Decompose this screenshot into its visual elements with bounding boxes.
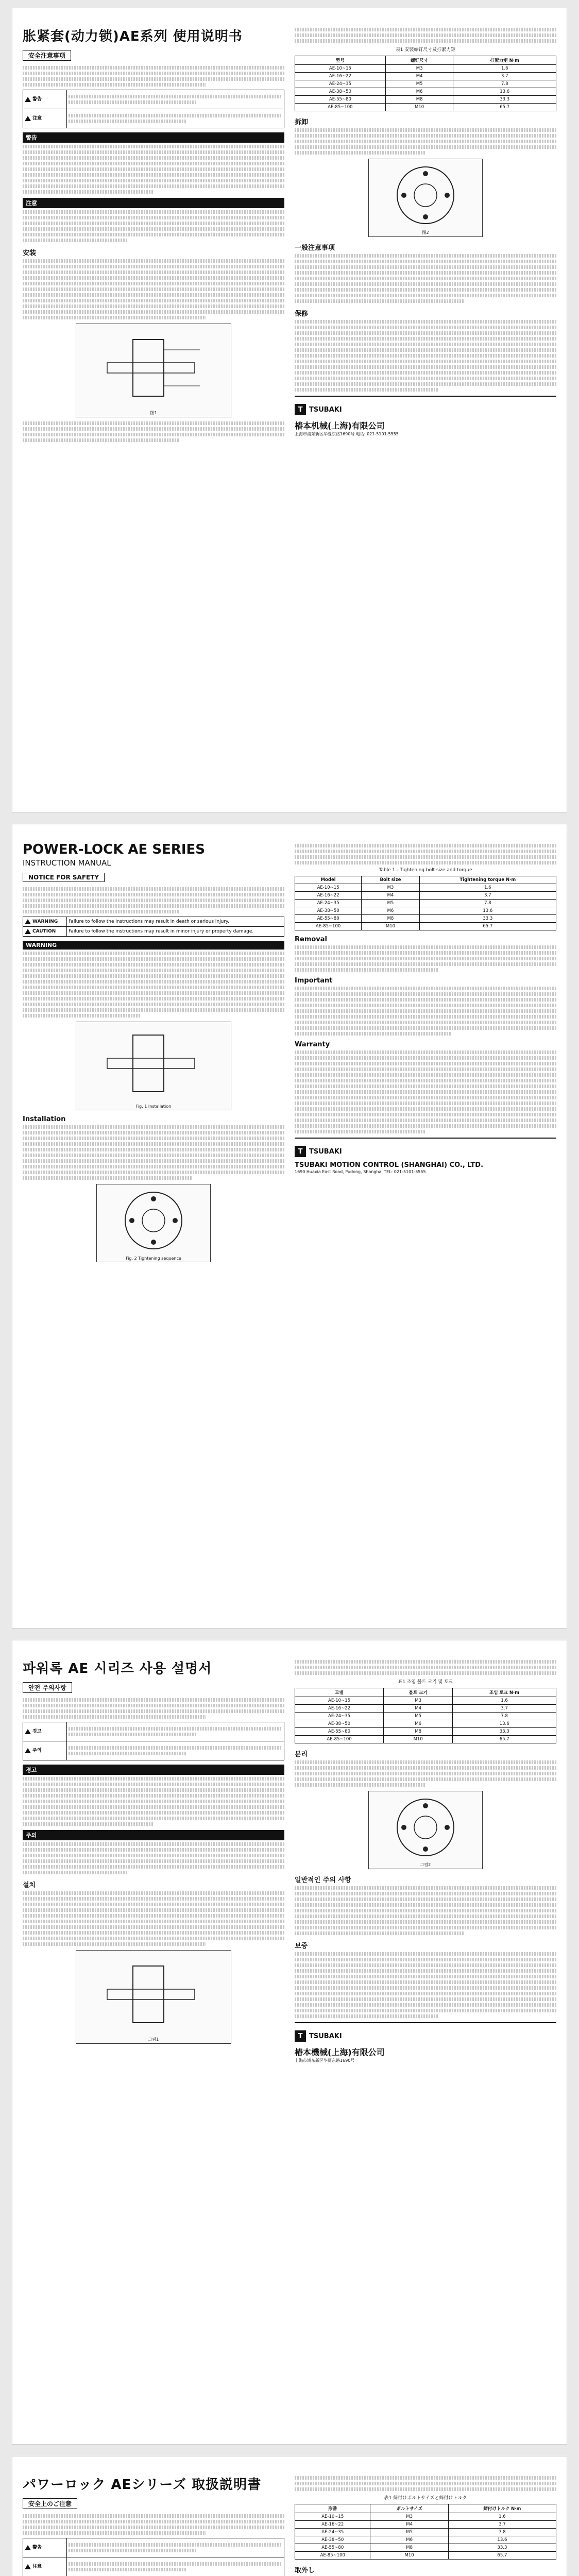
intro-text	[23, 887, 284, 913]
removal-steps	[295, 1760, 556, 1787]
install-steps	[23, 1125, 284, 1180]
warning-list	[23, 952, 284, 1018]
warranty-text	[295, 1050, 556, 1133]
intro-text	[23, 1698, 284, 1719]
caution-row: CAUTION Failure to follow the instructions may result in minor injury or property damage.	[23, 927, 284, 936]
tightening-steps	[295, 844, 556, 865]
coupling-drawing	[76, 324, 231, 412]
figure-1-caption: 图1	[150, 411, 157, 415]
manual-page-chinese	[12, 8, 567, 812]
tightening-steps	[295, 28, 556, 43]
warning-table	[23, 90, 284, 128]
caution-list	[23, 210, 284, 242]
removal-figure	[368, 1791, 483, 1869]
bolt-pattern-drawing	[97, 1184, 210, 1257]
table-row: AE-38~50 M6 13.6	[295, 907, 556, 915]
company-name: 椿本機械(上海)有限公司	[295, 2047, 385, 2057]
general-heading: 일반적인 주의 사항	[295, 1876, 351, 1884]
left-column	[23, 26, 284, 444]
intro-text	[23, 66, 284, 87]
table-row: AE-24~35 M5 7.8	[295, 80, 556, 88]
caution-heading: 주의	[23, 1830, 284, 1840]
right-column	[295, 842, 556, 1175]
tightening-figure	[96, 1184, 211, 1262]
warning-heading: WARNING	[23, 941, 284, 950]
table-row: AE-85~100 M10 65.7	[295, 2552, 556, 2560]
warning-icon	[25, 1729, 31, 1734]
warranty-text	[295, 1952, 556, 2018]
caution-icon	[25, 116, 31, 121]
safety-notice-box: 安全注意事项	[23, 50, 71, 61]
company-name: TSUBAKI MOTION CONTROL (SHANGHAI) CO., LTD.	[295, 1161, 484, 1169]
removal-heading: Removal	[295, 936, 328, 943]
warranty-text	[295, 320, 556, 392]
warranty-heading: 보증	[295, 1942, 308, 1950]
caution-row: 注意	[23, 109, 284, 128]
page-title: POWER-LOCK AE SERIES	[23, 842, 206, 857]
table-row: AE-10~15 M3 1.6	[295, 2513, 556, 2521]
figure-1-caption: Fig. 1 Installation	[135, 1104, 172, 1109]
table-row: AE-24~35 M5 7.8	[295, 900, 556, 907]
removal-steps	[295, 128, 556, 155]
warning-icon	[25, 97, 31, 102]
manual-page-korean	[12, 1640, 567, 2444]
tightening-steps	[295, 2476, 556, 2491]
right-column	[295, 1658, 556, 2063]
removal-heading: 분리	[295, 1751, 308, 1758]
table-row: AE-38~50 M6 13.6	[295, 1720, 556, 1728]
caution-icon	[25, 1748, 31, 1753]
manual-page-english	[12, 824, 567, 1628]
table-row: AE-10~15 M3 1.6	[295, 1697, 556, 1705]
warning-table	[23, 917, 284, 937]
caution-list	[23, 1842, 284, 1874]
table-caption: 표1 조임 볼트 크기 및 토크	[398, 1680, 453, 1685]
table-row: AE-38~50 M6 13.6	[295, 88, 556, 96]
installation-figure	[76, 324, 231, 417]
table-row: AE-16~22 M4 3.7	[295, 1705, 556, 1713]
table-row: AE-10~15 M3 1.6	[295, 65, 556, 73]
install-steps	[23, 259, 284, 319]
important-heading: Important	[295, 977, 333, 985]
warning-row: 警告	[23, 2538, 284, 2557]
installation-figure	[76, 1950, 231, 2044]
logo-mark-icon: T	[295, 404, 306, 415]
manual-page-japanese	[12, 2456, 567, 2576]
warning-list	[23, 145, 284, 194]
install-steps	[23, 1891, 284, 1946]
table-row: AE-85~100 M10 65.7	[295, 923, 556, 930]
caution-row: 주의	[23, 1741, 284, 1760]
warning-icon	[25, 919, 31, 924]
warning-icon	[25, 2545, 31, 2550]
table-row: AE-55~80 M8 33.3	[295, 915, 556, 923]
safety-notice-box: 安全上のご注意	[23, 2498, 77, 2509]
caution-heading: 注意	[23, 198, 284, 208]
removal-heading: 拆卸	[295, 118, 309, 126]
torque-table: 모델 볼트 크기 조임 토크 N·m AE-10~15 M3 1.6 AE-16~22 M4 3.7 AE-24~35 M5 7.8 AE-38~50 M6 13.6 AE-55~80 M8 33.3 AE-85~100 M10 65.7	[295, 1688, 556, 1743]
intro-text	[23, 2514, 284, 2535]
installation-figure	[76, 1022, 231, 1110]
table-caption: Table 1 - Tightening bolt size and torque	[379, 868, 472, 873]
torque-table: 形番 ボルトサイズ 締付けトルク N·m AE-10~15 M3 1.6 AE-16~22 M4 3.7 AE-24~35 M5 7.8 AE-38~50 M6 13.6 AE-55~80 M8 33.3 AE-85~100 M10 65.7	[295, 2504, 556, 2560]
table-row: AE-85~100 M10 65.7	[295, 104, 556, 111]
table-row: AE-55~80 M8 33.3	[295, 2544, 556, 2552]
table-caption: 表1 安装螺钉尺寸及拧紧力矩	[395, 47, 456, 53]
warning-list	[23, 1777, 284, 1826]
table-row: AE-55~80 M8 33.3	[295, 96, 556, 104]
bolt-pattern-drawing	[369, 159, 482, 231]
figure-1-caption: 그림1	[148, 2037, 159, 2042]
warning-row: 경고	[23, 1722, 284, 1741]
tsubaki-logo: T TSUBAKI	[295, 1146, 556, 1157]
torque-table: 型号 螺钉尺寸 拧紧力矩 N·m AE-10~15 M3 1.6 AE-16~22 M4 3.7 AE-24~35 M5 7.8 AE-38~50 M6 13.6 AE-55~80 M8 33.3 AE-85~100 M10 65.7	[295, 56, 556, 111]
figure-2-caption: 图2	[422, 230, 429, 235]
table-caption: 表1 締付けボルトサイズと締付けトルク	[384, 2496, 467, 2501]
warranty-heading: 保修	[295, 310, 309, 318]
caution-icon	[25, 929, 31, 934]
table-row: AE-24~35 M5 7.8	[295, 1713, 556, 1720]
page-title: 파워록 AE 시리즈 사용 설명서	[23, 1661, 212, 1676]
warning-table	[23, 1722, 284, 1760]
bolt-pattern-drawing	[369, 1791, 482, 1863]
table-row: AE-38~50 M6 13.6	[295, 2536, 556, 2544]
logo-mark-icon: T	[295, 1146, 306, 1157]
important-notes	[295, 987, 556, 1036]
table-row: AE-16~22 M4 3.7	[295, 73, 556, 80]
warning-row: 警告	[23, 90, 284, 109]
company-address: 上海市浦东新区华夏东路1690号 电话: 021-5101-5555	[295, 432, 399, 436]
page-title: パワーロック AEシリーズ 取扱説明書	[23, 2477, 262, 2493]
tsubaki-logo: T TSUBAKI	[295, 2030, 556, 2042]
table-row: AE-85~100 M10 65.7	[295, 1736, 556, 1743]
right-column	[295, 26, 556, 437]
company-name: 椿本机械(上海)有限公司	[295, 421, 385, 431]
table-row: AE-55~80 M8 33.3	[295, 1728, 556, 1736]
tsubaki-logo: T TSUBAKI	[295, 404, 556, 415]
table-row: AE-16~22 M4 3.7	[295, 892, 556, 900]
warning-heading: 경고	[23, 1765, 284, 1775]
safety-notice-box: NOTICE FOR SAFETY	[23, 873, 105, 882]
table-row: AE-24~35 M5 7.8	[295, 2529, 556, 2536]
left-column	[23, 1658, 284, 2048]
logo-mark-icon: T	[295, 2030, 306, 2042]
left-column	[23, 842, 284, 1266]
caution-icon	[25, 2564, 31, 2569]
install-notes	[23, 421, 284, 442]
company-address: 上海市浦东新区华夏东路1690号	[295, 2058, 355, 2063]
table-row: AE-16~22 M4 3.7	[295, 2521, 556, 2529]
removal-heading: 取外し	[295, 2567, 315, 2574]
warning-row: WARNING Failure to follow the instructions may result in death or serious injury.	[23, 917, 284, 927]
coupling-drawing	[76, 1022, 231, 1105]
page-title: 胀紧套(动力锁)AE系列 使用说明书	[23, 29, 243, 44]
coupling-drawing	[76, 1951, 231, 2038]
figure-2-caption: 그림2	[420, 1862, 431, 1867]
table-row: AE-10~15 M3 1.6	[295, 884, 556, 892]
warranty-heading: Warranty	[295, 1041, 330, 1048]
removal-figure	[368, 159, 483, 237]
caution-row: 注意	[23, 2557, 284, 2576]
company-address: 1690 Huaxia East Road, Pudong, Shanghai TEL: 021-5101-5555	[295, 1170, 426, 1174]
torque-table: Model Bolt size Tightening torque N·m AE-10~15 M3 1.6 AE-16~22 M4 3.7 AE-24~35 M5 7.8 AE-38~50 M6 13.6 AE-55~80 M8 33.3 AE-85~100 M10 65.7	[295, 876, 556, 930]
install-heading: 설치	[23, 1882, 36, 1889]
figure-2-caption: Fig. 2 Tightening sequence	[126, 1256, 181, 1261]
install-heading: Installation	[23, 1115, 66, 1123]
right-column	[295, 2474, 556, 2576]
tightening-steps	[295, 1660, 556, 1675]
removal-steps	[295, 945, 556, 972]
install-heading: 安装	[23, 249, 37, 257]
warning-table	[23, 2538, 284, 2576]
general-notes	[295, 1886, 556, 1935]
general-heading: 一般注意事项	[295, 244, 335, 252]
general-notes	[295, 254, 556, 303]
warning-heading: 警告	[23, 132, 284, 143]
safety-notice-box: 안전 주의사항	[23, 1682, 72, 1693]
left-column	[23, 2474, 284, 2576]
page-subtitle: INSTRUCTION MANUAL	[23, 858, 111, 868]
